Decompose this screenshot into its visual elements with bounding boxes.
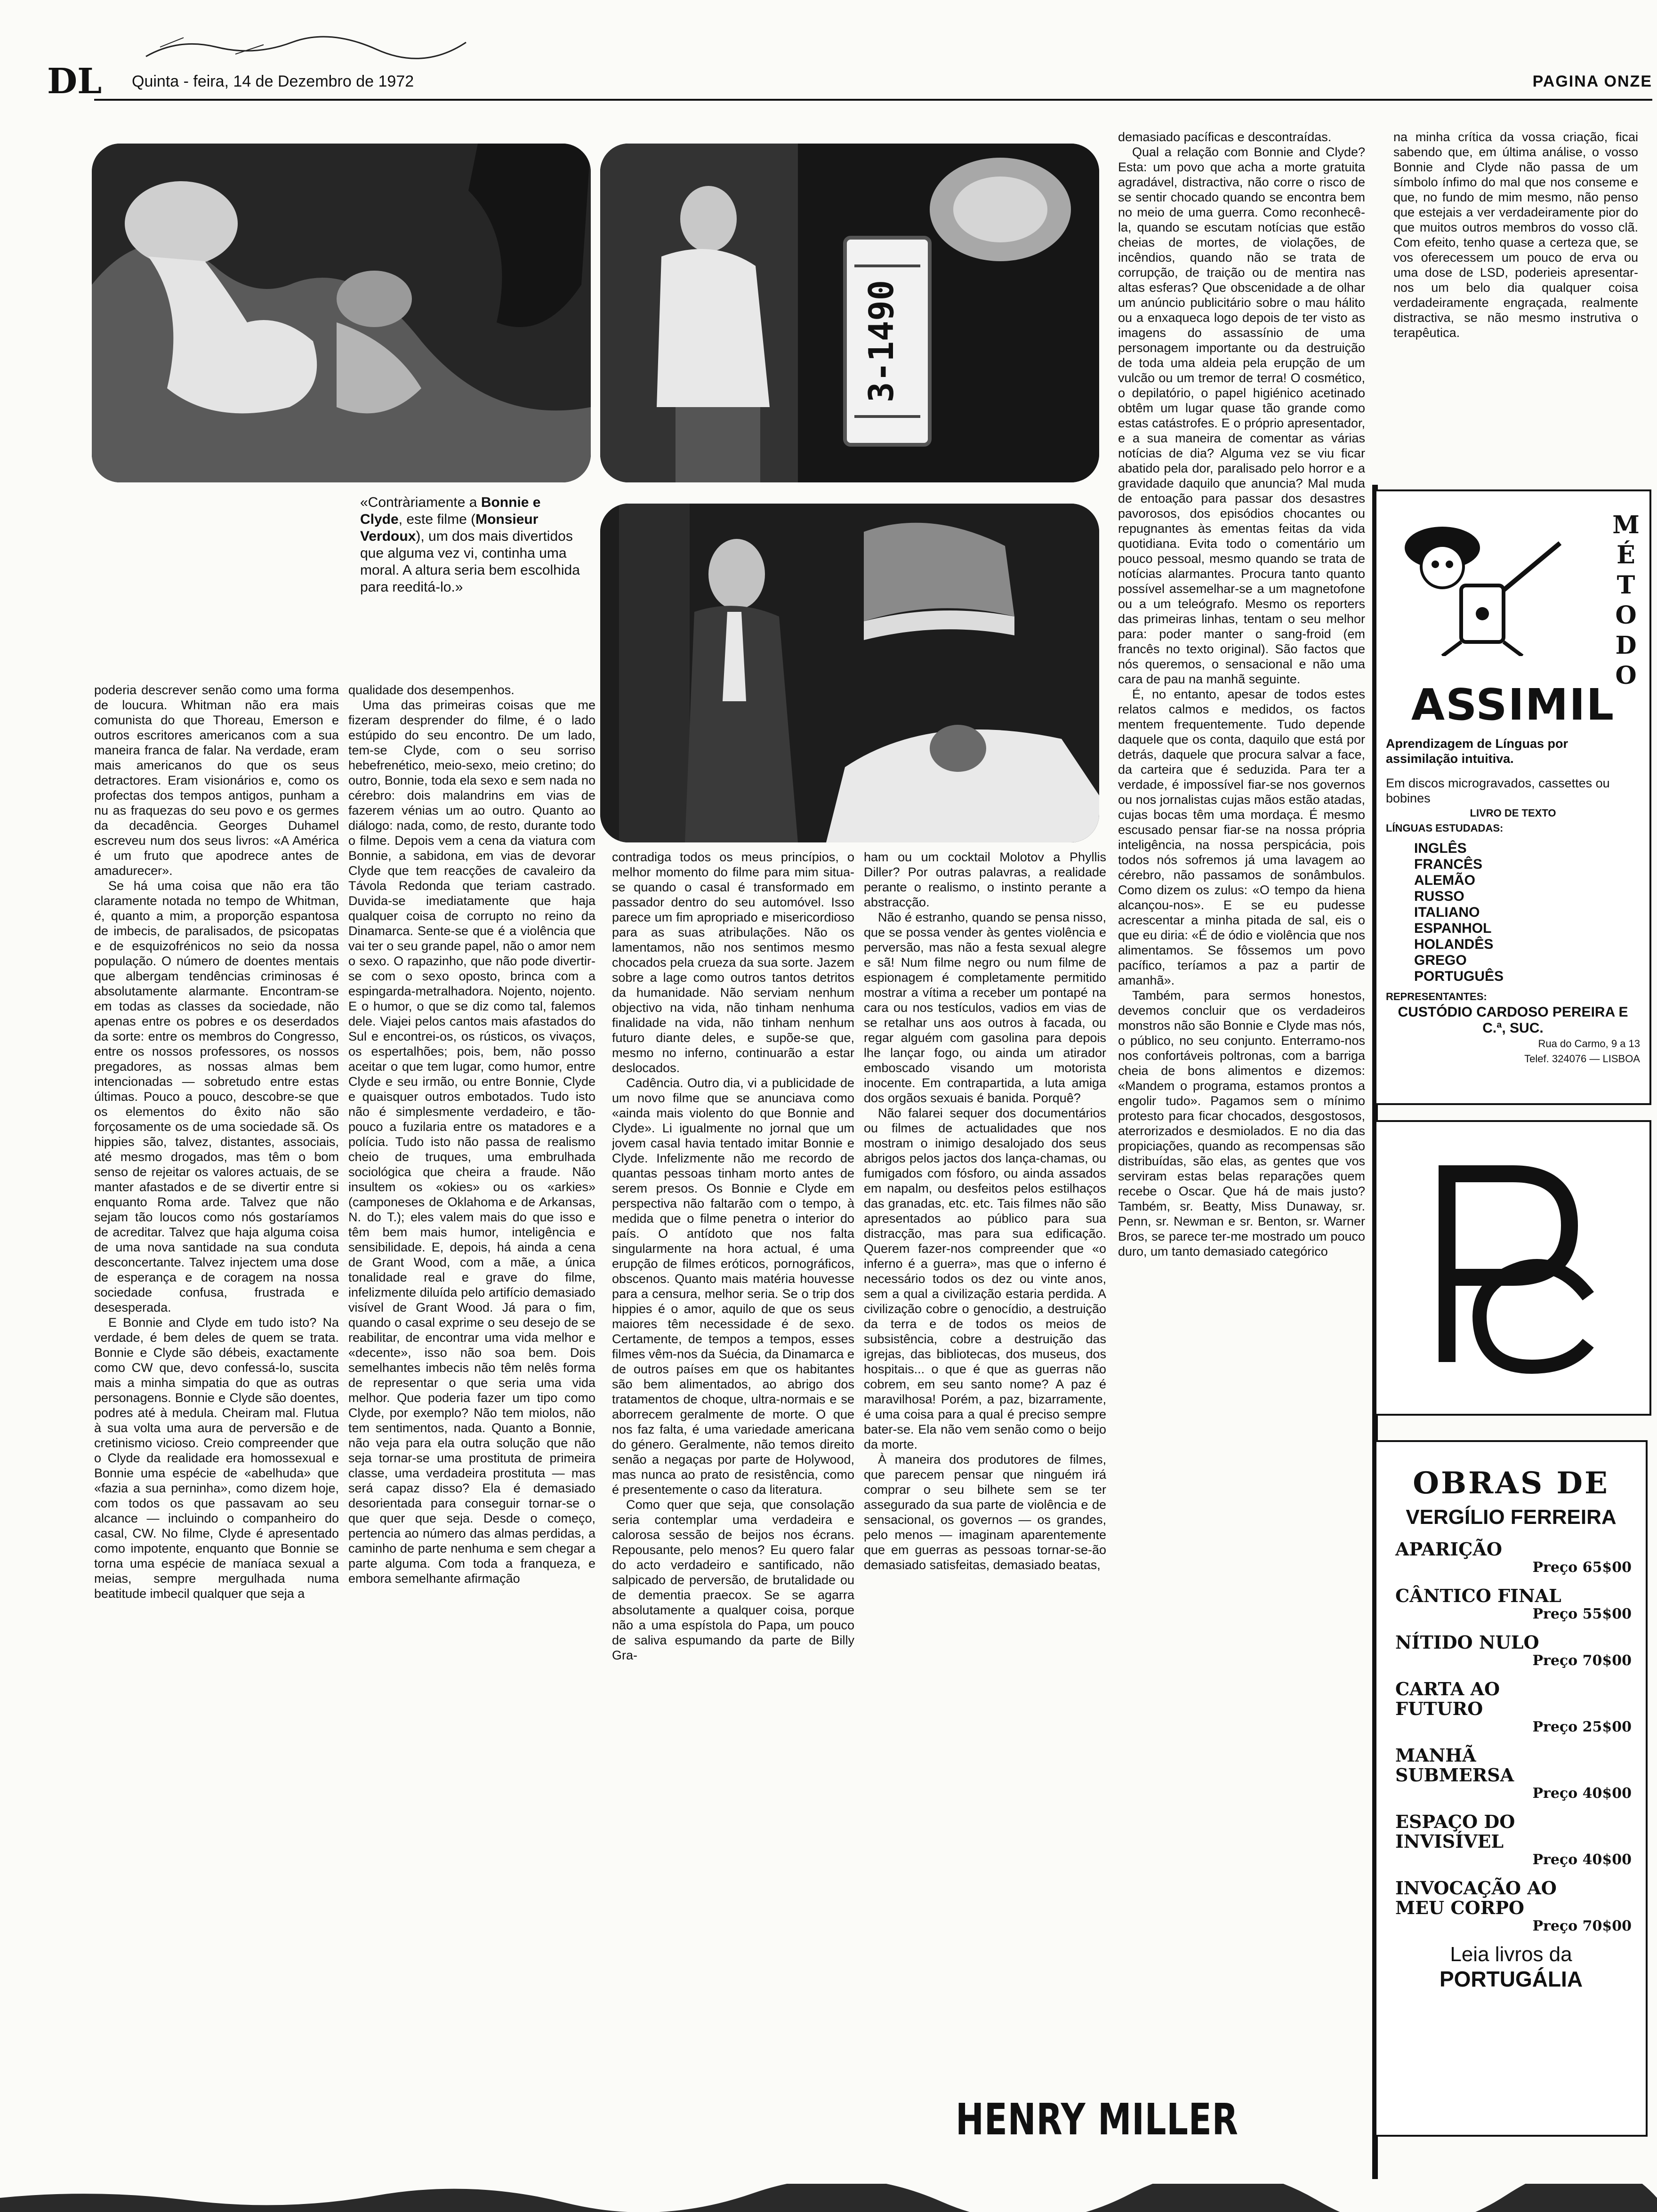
assimil-linguas-label: LÍNGUAS ESTUDADAS: — [1386, 822, 1504, 834]
assimil-rep-label: REPRESENTANTES: — [1386, 991, 1487, 1002]
film-still-photo-3 — [600, 504, 1099, 842]
book-title: APARIÇÃO — [1395, 1539, 1502, 1560]
author-credit: HENRY MILLER — [956, 2094, 1239, 2145]
top-scratch-marks — [141, 28, 471, 66]
book-price: Preço 70$00 — [1532, 1918, 1632, 1934]
book-entry — [1376, 1586, 1646, 1622]
caption-text-1: «Contràriamente a — [360, 495, 481, 510]
article-column-2 — [348, 682, 595, 2174]
article-column-3 — [612, 850, 854, 2177]
header-date: Quinta - feira, 14 de Dezembro de 1972 — [132, 72, 414, 90]
article-column-4 — [864, 850, 1106, 2073]
pc-logo-box — [1375, 1120, 1651, 1416]
paragraph: Se há uma coisa que não era tão claramente notada no tempo de Whitman, é, quanto a mim, a proporção espantosa de imbecis, de paralisados, de psicopatas e de esquizofrénicos no seio da nossa população. O número de doentes mentais que albergam tendências criminosas é absolutamente alarmante. Encontram-se em todas as classes da sociedade, não apenas entre os pobres e os deserdados da sorte: entre os membros do Congresso, entre os nossos professores, os nossos pregadores, as nossas almas bem intencionadas — sobretudo entre estas últimas. Pouco a pouco, descobre-se que os elementos do êxito não são forçosamente os de uma sociedade sã. Os hippies são, talvez, distantes, associais, até mesmo drogados, mas têm o bom senso de rejeitar os valores actuais, de se manter afastados e de se divertir entre si enquanto Roma arde. Talvez que não sejam tão loucos como nós gostaríamos de acreditar. Talvez que haja alguma coisa de uma nova santidade na sua conduta desconcertante. Talvez injectem uma dose de esperança e de coragem na nossa sociedade confusa, frustrada e desesperada. — [94, 879, 339, 1314]
assimil-rep-name: CUSTÓDIO CARDOSO PEREIRA E C.ª, SUC. — [1398, 1004, 1628, 1036]
assimil-address: Rua do Carmo, 9 a 13 — [1538, 1038, 1640, 1050]
book-entry — [1376, 1679, 1646, 1735]
language-item: INGLÊS — [1414, 841, 1467, 856]
paragraph: E Bonnie and Clyde em tudo isto? Na verdade, é bem deles de quem se trata. Bonnie e Clyde são débeis, exactamente como CW que, devo confessá-lo, suscita mais a minha simpatia do que as outras personagens. Bonnie e Clyde são doentes, podres até à medula. Cheiram mal. Flutua à sua volta uma aura de perversão e de cretinismo vicioso. Creio compreender que o Clyde da realidade era homossexual e Bonnie uma espécie de «abelhuda» que «fazia a sua perninha», como dizem hoje, com todos os que passavam ao seu alcance — incluindo o companheiro do casal, CW. No filme, Clyde é apresentado como impotente, enquanto que Bonnie se torna uma espécie de maníaca sexual a meias, sempre mergulhada numa beatitude imbecil qualquer que seja a — [94, 1315, 339, 1601]
book-entry — [1376, 1812, 1646, 1868]
book-price: Preço 40$00 — [1532, 1785, 1632, 1802]
book-entry — [1376, 1746, 1646, 1802]
language-item: HOLANDÊS — [1414, 937, 1494, 952]
book-price: Preço 25$00 — [1532, 1719, 1632, 1735]
paragraph: na minha crítica da vossa criação, ficai sabendo que, em última análise, o vosso Bonnie and Clyde não passa de um símbolo ínfimo do mal que nos conseme e que, no fundo de mim mesmo, não penso que estejais a ver verdadeiramente pior do que muitos outros membros do vosso clã. Com efeito, tenho quase a certeza que, se vos oferecessem um pouco de erva ou uma dose de LSD, poderieis apresentar-nos um belo dia qualquer coisa verdadeiramente engraçada, realmente distractiva, se não mesmo instrutiva o terapêutica. — [1393, 130, 1638, 340]
metodo-letter: M — [1612, 511, 1640, 539]
paragraph: Como quer que seja, que consolação seria contemplar uma verdadeira e calorosa sessão de beijos nos écrans. Repousante, pelo menos? Eu quero falar do acto verdadeiro e santificado, não salpicado de perversão, de brutalidade ou de dementia praecox. Se se agarra absolutamente a qualquer coisa, porque não a uma espístola do Papa, um pouco de saliva espumando da parte de Billy Gra- — [612, 1498, 854, 1662]
obras-footer-text: Leia livros da — [1450, 1943, 1572, 1966]
caption-film-title-2: Monsieur Verdoux — [360, 512, 539, 544]
language-item: FRANCÊS — [1414, 857, 1483, 872]
metodo-vertical-title — [1612, 510, 1640, 691]
book-title: NÍTIDO NULO — [1395, 1632, 1539, 1653]
paragraph: Cadência. Outro dia, vi a publicidade de um novo filme que se anunciava como «ainda mais violento do que Bonnie and Clyde». Li igualmente no jornal que um jovem casal havia tentado imitar Bonnie e Clyde. Infelizmente não me recordo de quantas pessoas tinham morto antes de serem presos. Os Bonnie e Clyde em perspectiva não faltarão com o tempo, à medida que o filme penetra o interior do país. O antídoto que nos falta singularmente na hora actual, é uma erupção de filmes eróticos, pornográficos, obscenos. Quanto mais matéria houvesse para a censura, melhor seria. Se o trip dos hippies é o amor, aquilo de que os seus maiores têm necessidade é de sexo. Certamente, de tempos a tempos, esses filmes vêm-nos da Suécia, da Dinamarca e de outros países em que os habitantes são bem alimentados, ao abrigo dos tratamentos de choque, ultra-normais e se aborrecem geralmente de morte. O que nos faz falta, é uma variedade americana do género. Geralmente, não temos direito senão a negaças por parte de Holywood, mas nunca ao prato de resistência, como é presentemente o caso da literatura. — [612, 1076, 854, 1497]
assimil-body — [1386, 736, 1640, 1066]
book-price: Preço 40$00 — [1532, 1851, 1632, 1868]
book-title: INVOCAÇÃO AO MEU CORPO — [1395, 1877, 1557, 1918]
language-item: PORTUGUÊS — [1414, 969, 1504, 984]
obras-publisher: PORTUGÁLIA — [1439, 1967, 1583, 1991]
paragraph: ham ou um cocktail Molotov a Phyllis Diller? Por outras palavras, a realidade perante o realismo, o instinto perante a abstracção. — [864, 850, 1106, 909]
book-price: Preço 70$00 — [1532, 1652, 1632, 1669]
film-still-photo-1 — [92, 144, 591, 482]
caption-film-title-1: Bonnie e Clyde — [360, 495, 541, 527]
book-title: ESPAÇO DO INVISÍVEL — [1395, 1811, 1515, 1852]
metodo-letter: D — [1615, 631, 1637, 660]
book-title: CÂNTICO FINAL — [1395, 1585, 1561, 1606]
obras-author: VERGÍLIO FERREIRA — [1406, 1506, 1617, 1529]
license-plate-number: 3-1490 — [861, 280, 901, 403]
assimil-phone: Telef. 324076 — LISBOA — [1524, 1053, 1640, 1065]
metodo-letter: É — [1617, 541, 1635, 569]
language-item: ESPANHOL — [1414, 921, 1492, 936]
article-column-6 — [1393, 129, 1638, 487]
assimil-formats: Em discos microgravados, cassettes ou bobines — [1386, 776, 1610, 805]
newspaper-logo: DL — [47, 61, 102, 102]
assimil-mascot-icon — [1391, 515, 1588, 656]
page-header — [47, 61, 1652, 102]
book-entry — [1376, 1878, 1646, 1934]
assimil-tagline: Aprendizagem de Línguas por assimilação intuitiva. — [1386, 737, 1569, 766]
metodo-letter: T — [1617, 571, 1635, 600]
paragraph: poderia descrever senão como uma forma de loucura. Whitman não era mais comunista do que Thoreau, Emerson e outros escritores americanos com a sua maneira franca de falar. Na verdade, eram mais americanos do que os seus detractores. Eram visionários e, como os profectas dos tempos antigos, punham a nu as fraquezas do seu povo e os germes da decadência. Georges Duhamel escreveu num dos seus livros: «A América é um fruto que apodrece antes de amadurecer». — [94, 683, 339, 878]
caption-text-3: ), um dos mais divertidos que alguma vez vi, continha uma moral. A altura seria bem escolhida para reeditá-lo.» — [360, 529, 580, 595]
metodo-letter: O — [1615, 601, 1637, 630]
photo-caption — [360, 494, 586, 596]
paragraph: contradiga todos os meus princípios, o melhor momento do filme para mim situa-se quando o casal é transformado em passador dentro do seu automóvel. Isso parece um fim apropriado e misericordioso para as suas atribulações. Não os lamentamos, não nos sentimos mesmo chocados pela crueza da sua sorte. Jazem sobre a lage como outros tantos detritos da humanidade. Não serviam nenhum objectivo na vida, não tinham nenhuma finalidade na vida, não tinham nenhum futuro diante deles, e supõe-se que, mesmo no inferno, continuarão a estar deslocados. — [612, 850, 854, 1075]
language-item: ALEMÃO — [1414, 873, 1475, 888]
book-entry — [1376, 1633, 1646, 1669]
paragraph: É, no entanto, apesar de todos estes relatos calmos e medidos, os factos mentem frequentemente. Tudo depende daquele que os conta, daquilo que está por detrás, daquele que procura salvar a face, da carteira que é seduzida. Para ter a verdade, é impossível fiar-se nos governos ou nos jornalistas cujas mãos estão atadas, cujas bocas têm uma mordaça. É mesmo escusado pensar fiar-se na nossa própria inteligência, na nossa perspicácia, pois todos nós sofremos já uma lavagem ao cérebro, não passamos de sonâmbulos. Como dizem os zulus: «O tempo da hiena alcançou-nos». E se eu pudesse acrescentar a minha pitada de sal, eis o que eu diria: «É de ódio e violência que nos alimentamos. Se fôssemos um povo pacífico, teríamos a paz a partir de amanhã». — [1118, 687, 1365, 987]
paragraph: À maneira dos produtores de filmes, que parecem pensar que ninguém irá comprar o seu bilhete sem se ter assegurado da sua parte de violência e de sensacional, os governos — os grandes, pelo menos — imaginam aparentemente que em guerras as pessoas tornar-se-ão demasiado satisfeitas, demasiado beatas, — [864, 1452, 1106, 1572]
book-price: Preço 65$00 — [1532, 1559, 1632, 1576]
caption-text-2: , este filme ( — [398, 512, 476, 527]
obras-advertisement — [1375, 1440, 1648, 2137]
book-title: CARTA AO FUTURO — [1395, 1678, 1500, 1719]
header-page-number: PAGINA ONZE — [1532, 72, 1652, 90]
assimil-title: ASSIMIL — [1411, 680, 1615, 730]
language-list — [1386, 841, 1640, 985]
language-item: GREGO — [1414, 953, 1467, 968]
article-column-1 — [94, 682, 339, 2174]
paragraph: demasiado pacíficas e descontraídas. — [1118, 130, 1332, 144]
paragraph: Não falarei sequer dos documentários ou filmes de actualidades que nos mostram o inimigo desalojado dos seus abrigos pelos jactos dos lança-chamas, ou fumigados com fósforo, ou ainda assados em napalm, ou desfeitos pelos estilhaços das granadas, etc. etc. Tais filmes não são apresentados ao público para sua distracção, mas para sua edificação. Querem fazer-nos compreender que «o inferno é a guerra», mas que o inferno é necessário todos os dez ou vinte anos, sem a qual a civilização estaria perdida. A civilização cobre o genocídio, a destruição da terra e de todos os meios de subsistência, cobre a destruição das igrejas, das bibliotecas, dos museus, dos hospitais... o que é que as guerras não cobrem, em seu santo nome? A paz é maravilhosa! Porém, a paz, bizarramente, é uma coisa para a qual é preciso sempre bater-se. Ela não vem senão como o beijo da morte. — [864, 1106, 1106, 1451]
article-column-5 — [1118, 129, 1365, 2174]
metodo-letter: O — [1615, 661, 1637, 690]
book-price: Preço 55$00 — [1532, 1606, 1632, 1622]
paragraph: qualidade dos desempenhos. — [348, 683, 515, 697]
paragraph: Também, para sermos honestos, devemos concluir que os verdadeiros monstros não são Bonnie e Clyde mas nós, o público, no seu conjunto. Enterramo-nos nos confortáveis poltronas, com a barriga cheia de bons alimentos e dizemos: «Mandem o programa, estamos prontos a engolir tudo». Pagamos sem o mínimo protesto para ficar chocados, desgostosos, aterrorizados e desmiolados. E no dia das propiciações, quando as recompensas são distribuídas, são elas, as gentes que vos serviram estas belas reparações quem recebe o Oscar. Que há de mais justo? Também, sr. Beatty, Miss Dunaway, sr. Penn, sr. Newman e sr. Benton, sr. Warner Bros, se parece ter-me mostrado um pouco duro, um tanto demasiado categórico — [1118, 988, 1365, 1258]
language-item: RUSSO — [1414, 889, 1464, 904]
torn-bottom-edge — [0, 2184, 1657, 2212]
paragraph: Não é estranho, quando se pensa nisso, que se possa vender às gentes violência e perversão, mas não a festa sexual alegre e sã! Num filme negro ou num filme de espionagem é completamente permitido mostrar a vítima a receber um pontapé na cara ou nos testículos, vadios em vias de se retalhar uns aos outros à facada, ou regar alguém com gasolina para depois lhe lançar fogo, ou ainda um atirador emboscado visando um motorista inocente. Em contrapartida, a luta amiga dos orgãos sexuais é banida. Porquê? — [864, 910, 1106, 1105]
book-entry — [1376, 1539, 1646, 1576]
paragraph: Qual a relação com Bonnie and Clyde? Esta: um povo que acha a morte gratuita agradável, distractiva, não corre o risco de se sentir chocado quando se encontra bem no meio de uma guerra. Como reconhecê-la, quando se escutam notícias que estão cheias de mortes, de violações, de incêndios, quando não se trata de corrupção, de traição ou de mentira nas altas esferas? Que obscenidade a de olhar um anúncio publicitário sobre o mau hálito ou a enxaqueca logo depois de ter visto as imagens do assassínio de uma personagem importante ou da destruição de toda uma aldeia pela erupção de um vulcão ou um tremor de terra! O cosmético, o depilatório, o papel higiénico acetinado obtêm um lugar quase tão grande como estas catástrofes. E o próprio apresentador, e a sua maneira de comentar as várias notícias de dia? Alguma vez se viu ficar abatido pela dor, paralisado pelo horror e a gravidade daquilo que anuncia? Mal muda de entoação para passar dos desastres pavorosos, dos episódios chocantes ou repugnantes às ementas feitas da vida quotidiana. Evita todo o comentário um pouco pessoal, mesmo quando se trata de notícias alarmantes. Procura tanto quanto possível assemelhar-se a um magnetofone ou a um teleógrafo. Mesmo os reporters das primeiras linhas, tentam o seu melhor para: poder manter o sang-froid (em francês no texto original). São factos que nós queremos, o sensacional e não uma cara de pau na manhã seguinte. — [1118, 145, 1365, 686]
pc-monogram-icon — [1419, 1155, 1607, 1381]
language-item: ITALIANO — [1414, 905, 1480, 920]
obras-title: OBRAS DE — [1413, 1466, 1609, 1501]
assimil-advertisement — [1375, 489, 1651, 1105]
film-still-photo-2 — [600, 144, 1099, 482]
assimil-livro: LIVRO DE TEXTO — [1470, 807, 1556, 819]
book-title: MANHÃ SUBMERSA — [1395, 1745, 1514, 1786]
paragraph: Uma das primeiras coisas que me fizeram desprender do filme, é o lado estúpido do seu encontro. De um lado, tem-se Clyde, com o seu sorriso hebefrenético, meio-sexo, meio cretino; do outro, Bonnie, toda ela sexo e sem nada no cérebro: dois malandrins em vias de fazerem vénias um ao outro. Quanto ao diálogo: nada, como, de resto, durante todo o filme. Depois vem a cena da viatura com Bonnie, a sabidona, em vias de devorar Clyde que tem reacções de cavaleiro da Távola Redonda que teriam castrado. Duvida-se imediatamente que haja qualquer coisa de corrupto no reino da Dinamarca. Sente-se que é a violência que vai ter o seu grande papel, não o amor nem o sexo. O rapazinho, que não pode divertir-se com o sexo oposto, brinca com a espingarda-metralhadora. Nojento, nojento. E o humor, o que se diz como tal, falemos dele. Viajei pelos cantos mais afastados do Sul e encontrei-os, os rústicos, os vivaços, os espertalhões; pois, bem, não posso aceitar o que tem lugar, como humor, entre Clyde e seu irmão, ou entre Bonnie, Clyde e quaisquer outros embotados. Tudo isto não é simplesmente verdadeiro, e tão-pouco a fuzilaria entre os matadores e a polícia. Tudo isto não passa de realismo cheio de truques, uma embrulhada sociológica que cheira a fraude. Não insultem os «okies» ou os «arkies» (camponeses de Oklahoma e de Arkansas, N. do T.); eles valem mais do que isso e têm bem mais humor, inteligência e sensibilidade. E, depois, há ainda a cena de Grant Wood, com a mãe, a única tonalidade real e grave do filme, infelizmente diluída pelo artifício demasiado visível de Grant Wood. Já para o fim, quando o casal exprime o seu desejo de se reabilitar, de encontrar uma vida melhor e «decente», isso não soa bem. Dois semelhantes imbecis não têm nelês forma de representar o que seria uma vida melhor. Que poderia fazer um tipo como Clyde, por exemplo? Não tem miolos, não tem sentimentos, nada. Quanto a Bonnie, não veja para ela outra solução que não seja tornar-se uma prostituta de primeira classe, uma verdadeira prostituta — mas será capaz disso? Ela é demasiado desorientada para conseguir tornar-se o que quer que seja. Desde o começo, pertencia ao número das almas perdidas, a caminho de parte nenhuma e sem chegar a parte alguma. Com toda a franqueza, e embora semelhante afirmação — [348, 698, 595, 1586]
